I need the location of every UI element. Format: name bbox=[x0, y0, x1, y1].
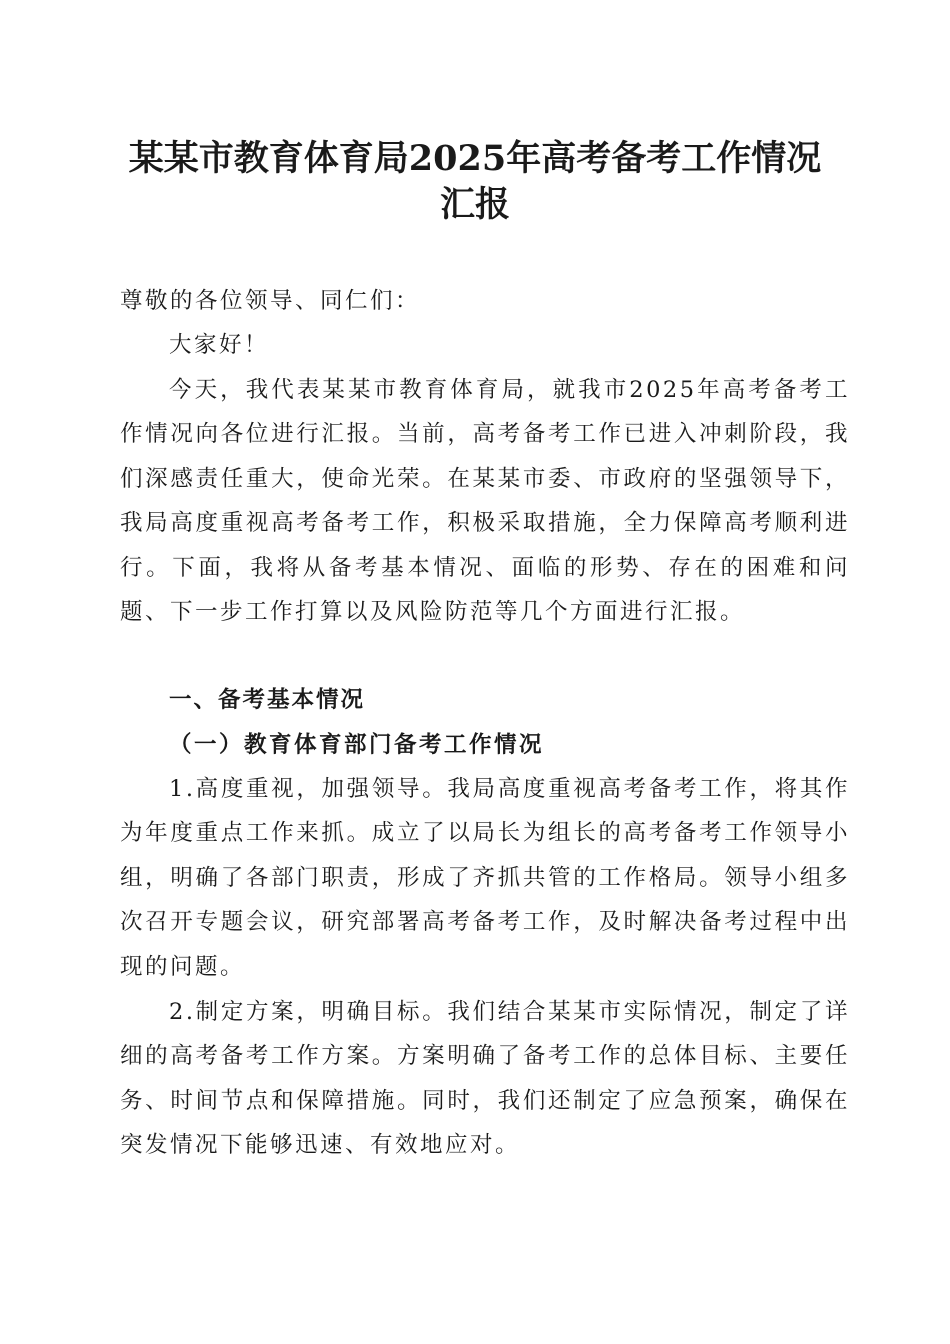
greeting-paragraph: 大家好！ bbox=[169, 332, 270, 358]
list-item: 1.高度重视，加强领导。我局高度重视高考备考工作，将其作为年度重点工作来抓。成立了以局长为组长的高考备考工作领导小组，明确了各部门职责，形成了齐抓共管的工作格局。领导小组多次召开专题会议，研究部署高考备考工作，及时解决备考过程中出现的问题。 bbox=[120, 776, 850, 980]
document-title-line-2: 汇报 bbox=[439, 184, 510, 225]
subsection-heading: （一）教育体育部门备考工作情况 bbox=[169, 732, 545, 758]
document-title-line-1: 某某市教育体育局2025年高考备考工作情况 bbox=[128, 138, 822, 179]
section-heading: 一、备考基本情况 bbox=[169, 687, 366, 713]
intro-paragraph: 今天，我代表某某市教育体育局，就我市2025年高考备考工作情况向各位进行汇报。当前，高考备考工作已进入冲刺阶段，我们深感责任重大，使命光荣。在某某市委、市政府的坚强领导下，我局高度重视高考备考工作，积极采取措施，全力保障高考顺利进行。下面，我将从备考基本情况、面临的形势、存在的困难和问题、下一步工作打算以及风险防范等几个方面进行汇报。 bbox=[120, 377, 850, 626]
list-item: 2.制定方案，明确目标。我们结合某某市实际情况，制定了详细的高考备考工作方案。方案明确了备考工作的总体目标、主要任务、时间节点和保障措施。同时，我们还制定了应急预案，确保在突发情况下能够迅速、有效地应对。 bbox=[120, 999, 850, 1159]
salutation: 尊敬的各位领导、同仁们： bbox=[120, 288, 421, 314]
